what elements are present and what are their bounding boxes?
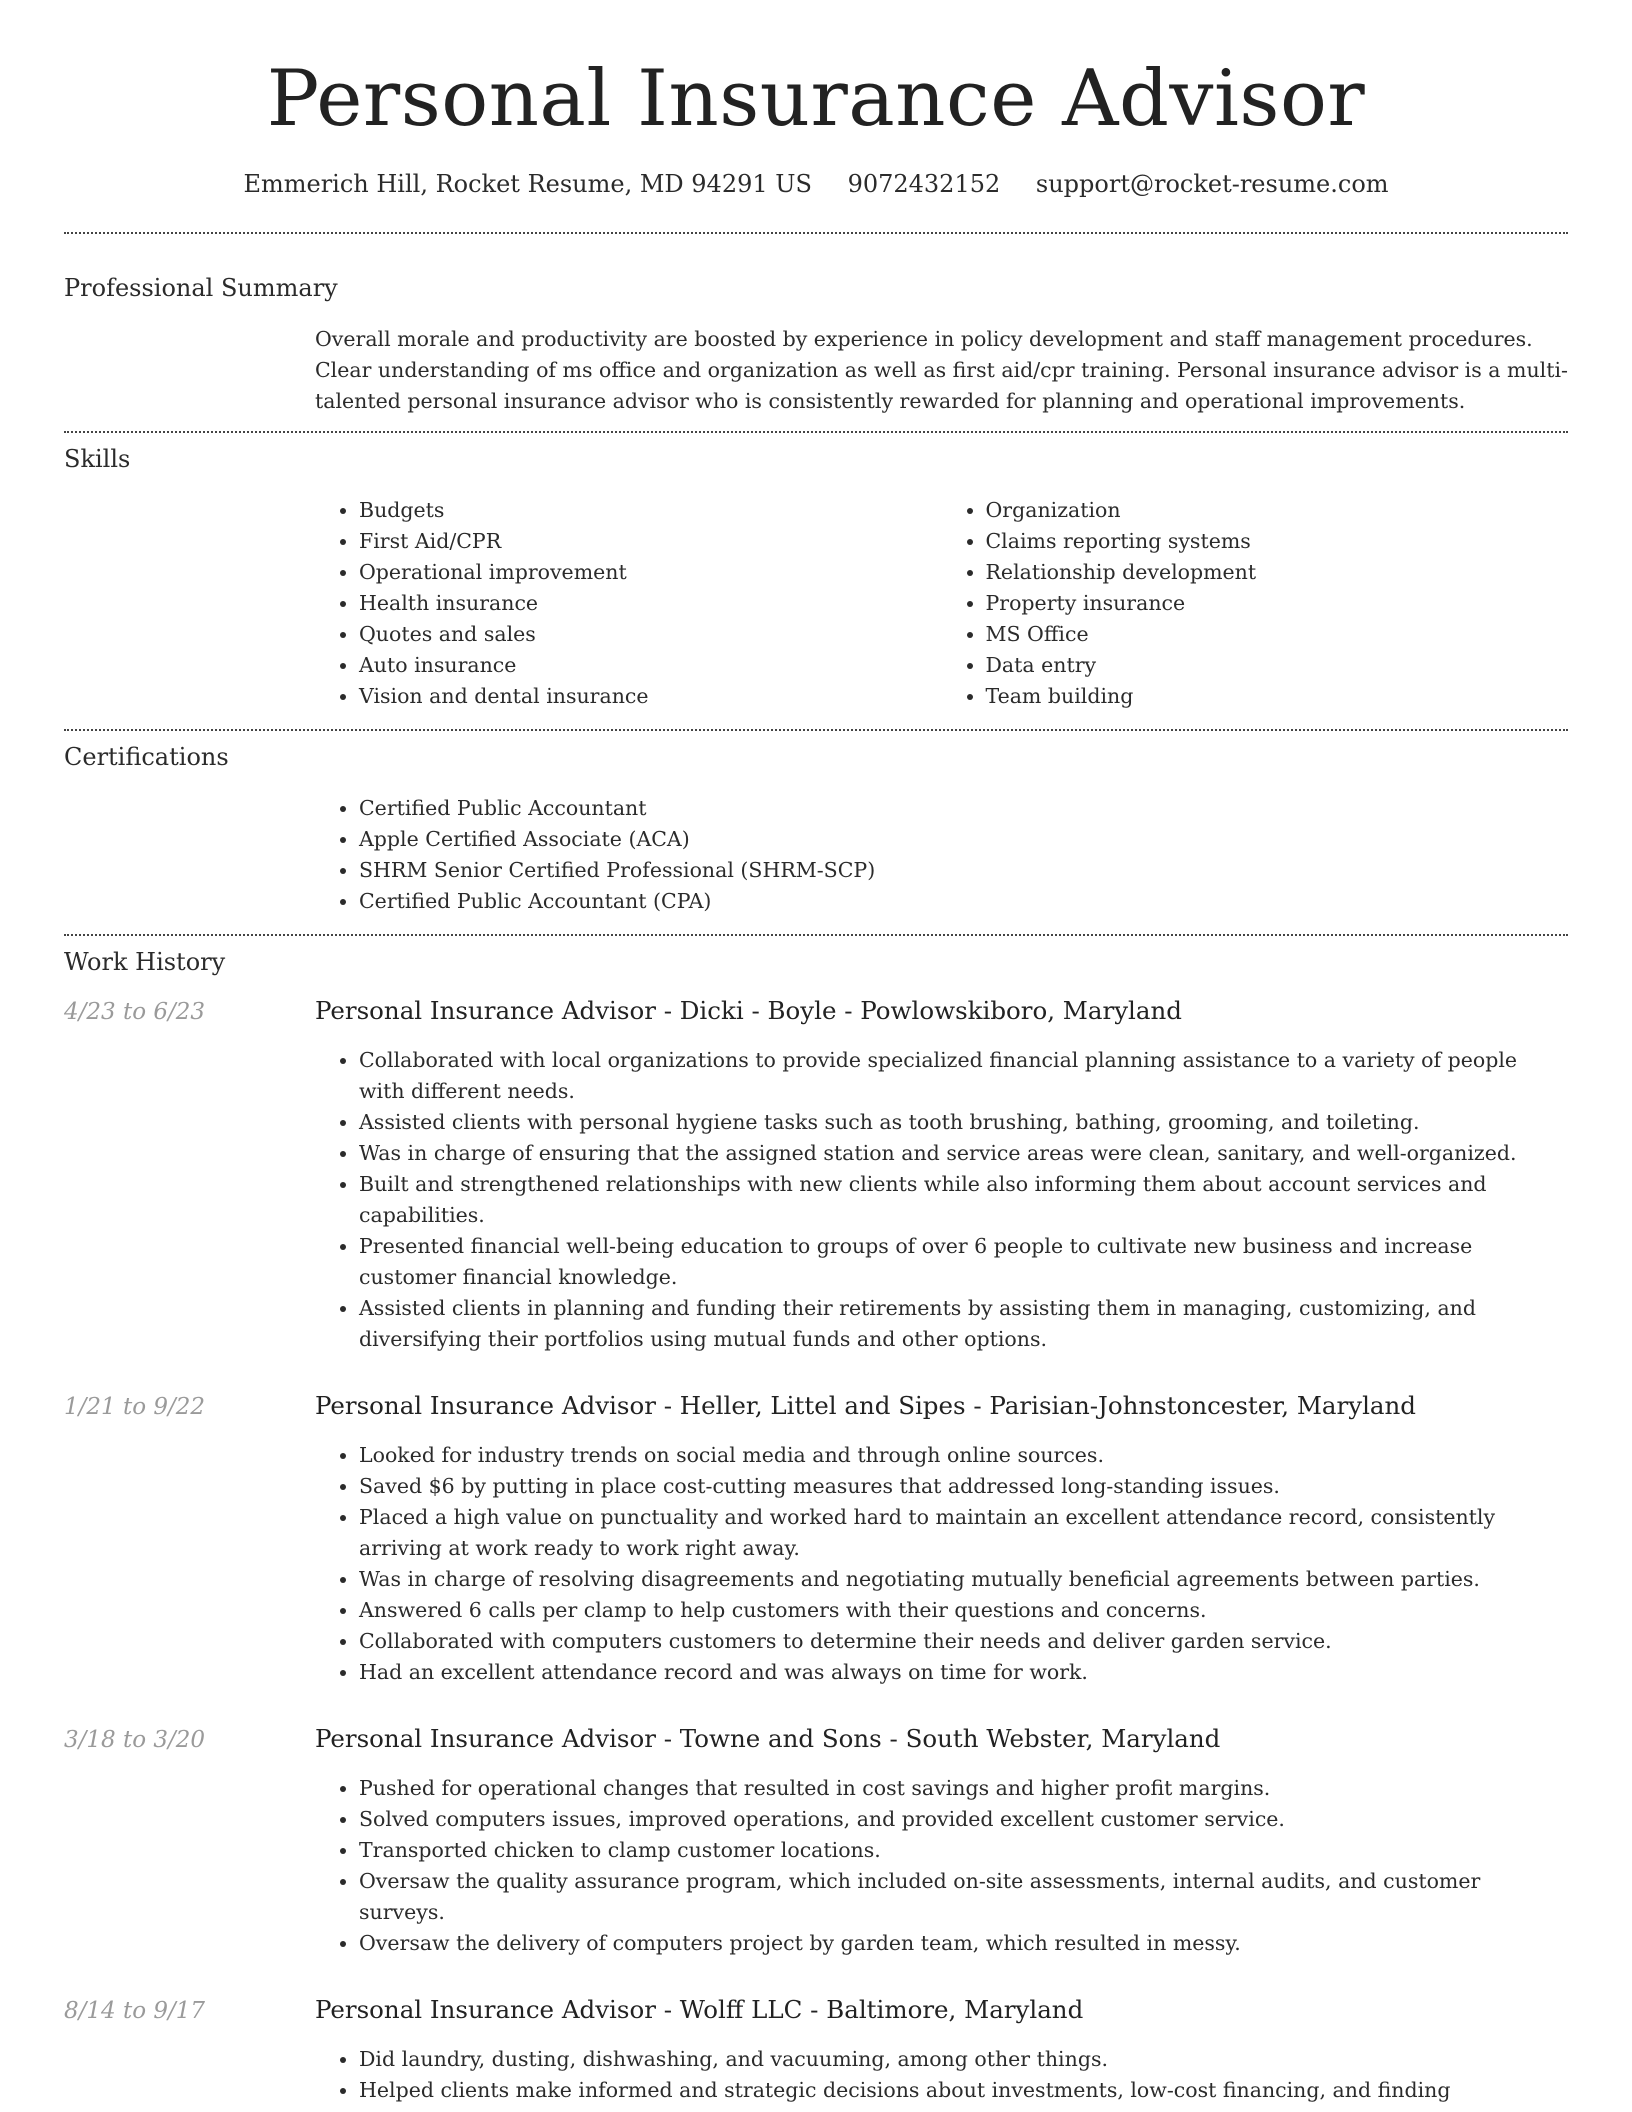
list-item: • MS Office: [986, 619, 1569, 650]
list-item: • Pushed for operational changes that resulted in cost savings and higher profit margins.: [359, 1773, 1568, 1804]
list-item: • Team building: [986, 681, 1569, 712]
list-item: • Budgets: [359, 495, 942, 526]
certifications-items: [315, 793, 1568, 917]
job-title: Personal Insurance Advisor - Towne and Sons - South Webster, Maryland: [315, 1724, 1221, 1753]
job-entry: [64, 1995, 1568, 2106]
skills-list: [315, 495, 1568, 712]
resume-page: [64, 0, 1568, 2106]
job-bullets: [315, 2044, 1568, 2106]
list-item: • Certified Public Accountant: [359, 793, 1568, 824]
list-item: • Apple Certified Associate (ACA): [359, 824, 1568, 855]
section-certifications: [64, 743, 1568, 917]
list-item: • Looked for industry trends on social media and through online sources.: [359, 1440, 1568, 1471]
list-item: • Assisted clients in planning and funding their retirements by assisting them in managing, customizing, and diversifying their portfolios using mutual funds and other options.: [359, 1293, 1568, 1355]
section-work-history: [64, 948, 1568, 2106]
list-item: • Data entry: [986, 650, 1569, 681]
job-entry: [64, 1391, 1568, 1688]
list-item: • Claims reporting systems: [986, 526, 1569, 557]
page-title: Personal Insurance Advisor: [266, 54, 1366, 144]
list-item: • First Aid/CPR: [359, 526, 942, 557]
section-title-work-history: Work History: [64, 948, 226, 976]
job-title: Personal Insurance Advisor - Heller, Littel and Sipes - Parisian-Johnstoncester, Maryland: [315, 1391, 1416, 1420]
divider: [64, 934, 1568, 936]
list-item: • Helped clients make informed and strategic decisions about investments, low-cost financing, and finding: [359, 2075, 1568, 2106]
skills-column-right: [942, 495, 1569, 712]
list-item: • Oversaw the delivery of computers project by garden team, which resulted in messy.: [359, 1928, 1568, 1959]
section-title-summary: Professional Summary: [64, 274, 338, 302]
list-item: • Oversaw the quality assurance program, which included on-site assessments, internal audits, and customer surveys.: [359, 1866, 1568, 1928]
section-title-certifications: Certifications: [64, 743, 229, 771]
job-entry: [64, 996, 1568, 1355]
job-header: [64, 1995, 1568, 2024]
list-item: • Certified Public Accountant (CPA): [359, 886, 1568, 917]
job-dates: 4/23 to 6/23: [64, 999, 206, 1025]
list-item: • Did laundry, dusting, dishwashing, and vacuuming, among other things.: [359, 2044, 1568, 2075]
list-item: • Was in charge of resolving disagreements and negotiating mutually beneficial agreements between parties.: [359, 1564, 1568, 1595]
list-item: • Organization: [986, 495, 1569, 526]
list-item: • Collaborated with computers customers to determine their needs and deliver garden service.: [359, 1626, 1568, 1657]
list-item: • Had an excellent attendance record and was always on time for work.: [359, 1657, 1568, 1688]
list-item: • Presented financial well-being education to groups of over 6 people to cultivate new business and increase customer financial knowledge.: [359, 1231, 1568, 1293]
job-bullets: [315, 1773, 1568, 1959]
contact-line: [64, 170, 1568, 198]
divider: [64, 729, 1568, 731]
job-bullets: [315, 1045, 1568, 1355]
list-item: • Saved $6 by putting in place cost-cutting measures that addressed long-standing issues.: [359, 1471, 1568, 1502]
job-dates: 3/18 to 3/20: [64, 1727, 206, 1753]
list-item: • Built and strengthened relationships with new clients while also informing them about account services and capabilities.: [359, 1169, 1568, 1231]
section-title-skills: Skills: [64, 445, 131, 473]
job-entry: [64, 1724, 1568, 1959]
list-item: • Operational improvement: [359, 557, 942, 588]
section-summary: [64, 274, 1568, 417]
job-dates: 1/21 to 9/22: [64, 1394, 206, 1420]
list-item: • Answered 6 calls per clamp to help customers with their questions and concerns.: [359, 1595, 1568, 1626]
list-item: • Auto insurance: [359, 650, 942, 681]
section-skills: [64, 445, 1568, 712]
list-item: • Collaborated with local organizations to provide specialized financial planning assistance to a variety of people with different needs.: [359, 1045, 1568, 1107]
list-item: • Transported chicken to clamp customer locations.: [359, 1835, 1568, 1866]
list-item: • Assisted clients with personal hygiene tasks such as tooth brushing, bathing, grooming, and toileting.: [359, 1107, 1568, 1138]
certifications-list: [315, 793, 1568, 917]
phone: 9072432152: [847, 170, 1001, 198]
list-item: • Relationship development: [986, 557, 1569, 588]
jobs-list: [64, 996, 1568, 2106]
list-item: • Placed a high value on punctuality and worked hard to maintain an excellent attendance record, consistently arriving at work ready to work right away.: [359, 1502, 1568, 1564]
divider: [64, 431, 1568, 433]
list-item: • Solved computers issues, improved operations, and provided excellent customer service.: [359, 1804, 1568, 1835]
list-item: • SHRM Senior Certified Professional (SHRM-SCP): [359, 855, 1568, 886]
email: support@rocket-resume.com: [1035, 170, 1389, 198]
list-item: • Vision and dental insurance: [359, 681, 942, 712]
job-header: [64, 1391, 1568, 1420]
skills-column-left: [315, 495, 942, 712]
job-bullets: [315, 1440, 1568, 1688]
list-item: • Property insurance: [986, 588, 1569, 619]
list-item: • Was in charge of ensuring that the assigned station and service areas were clean, sanitary, and well-organized.: [359, 1138, 1568, 1169]
job-dates: 8/14 to 9/17: [64, 1998, 206, 2024]
list-item: • Quotes and sales: [359, 619, 942, 650]
job-header: [64, 996, 1568, 1025]
list-item: • Health insurance: [359, 588, 942, 619]
summary-text: Overall morale and productivity are boosted by experience in policy development and staff management procedures. Clear understanding of ms office and organization as well as first aid/cpr training. Personal insurance advisor is a multi-talented personal insurance advisor who is consistently rewarded for planning and operational improvements.: [315, 327, 1568, 413]
job-title: Personal Insurance Advisor - Wolff LLC - Baltimore, Maryland: [315, 1995, 1084, 2024]
address: Emmerich Hill, Rocket Resume, MD 94291 US: [243, 170, 812, 198]
job-header: [64, 1724, 1568, 1753]
divider: [64, 232, 1568, 234]
job-title: Personal Insurance Advisor - Dicki - Boyle - Powlowskiboro, Maryland: [315, 996, 1182, 1025]
